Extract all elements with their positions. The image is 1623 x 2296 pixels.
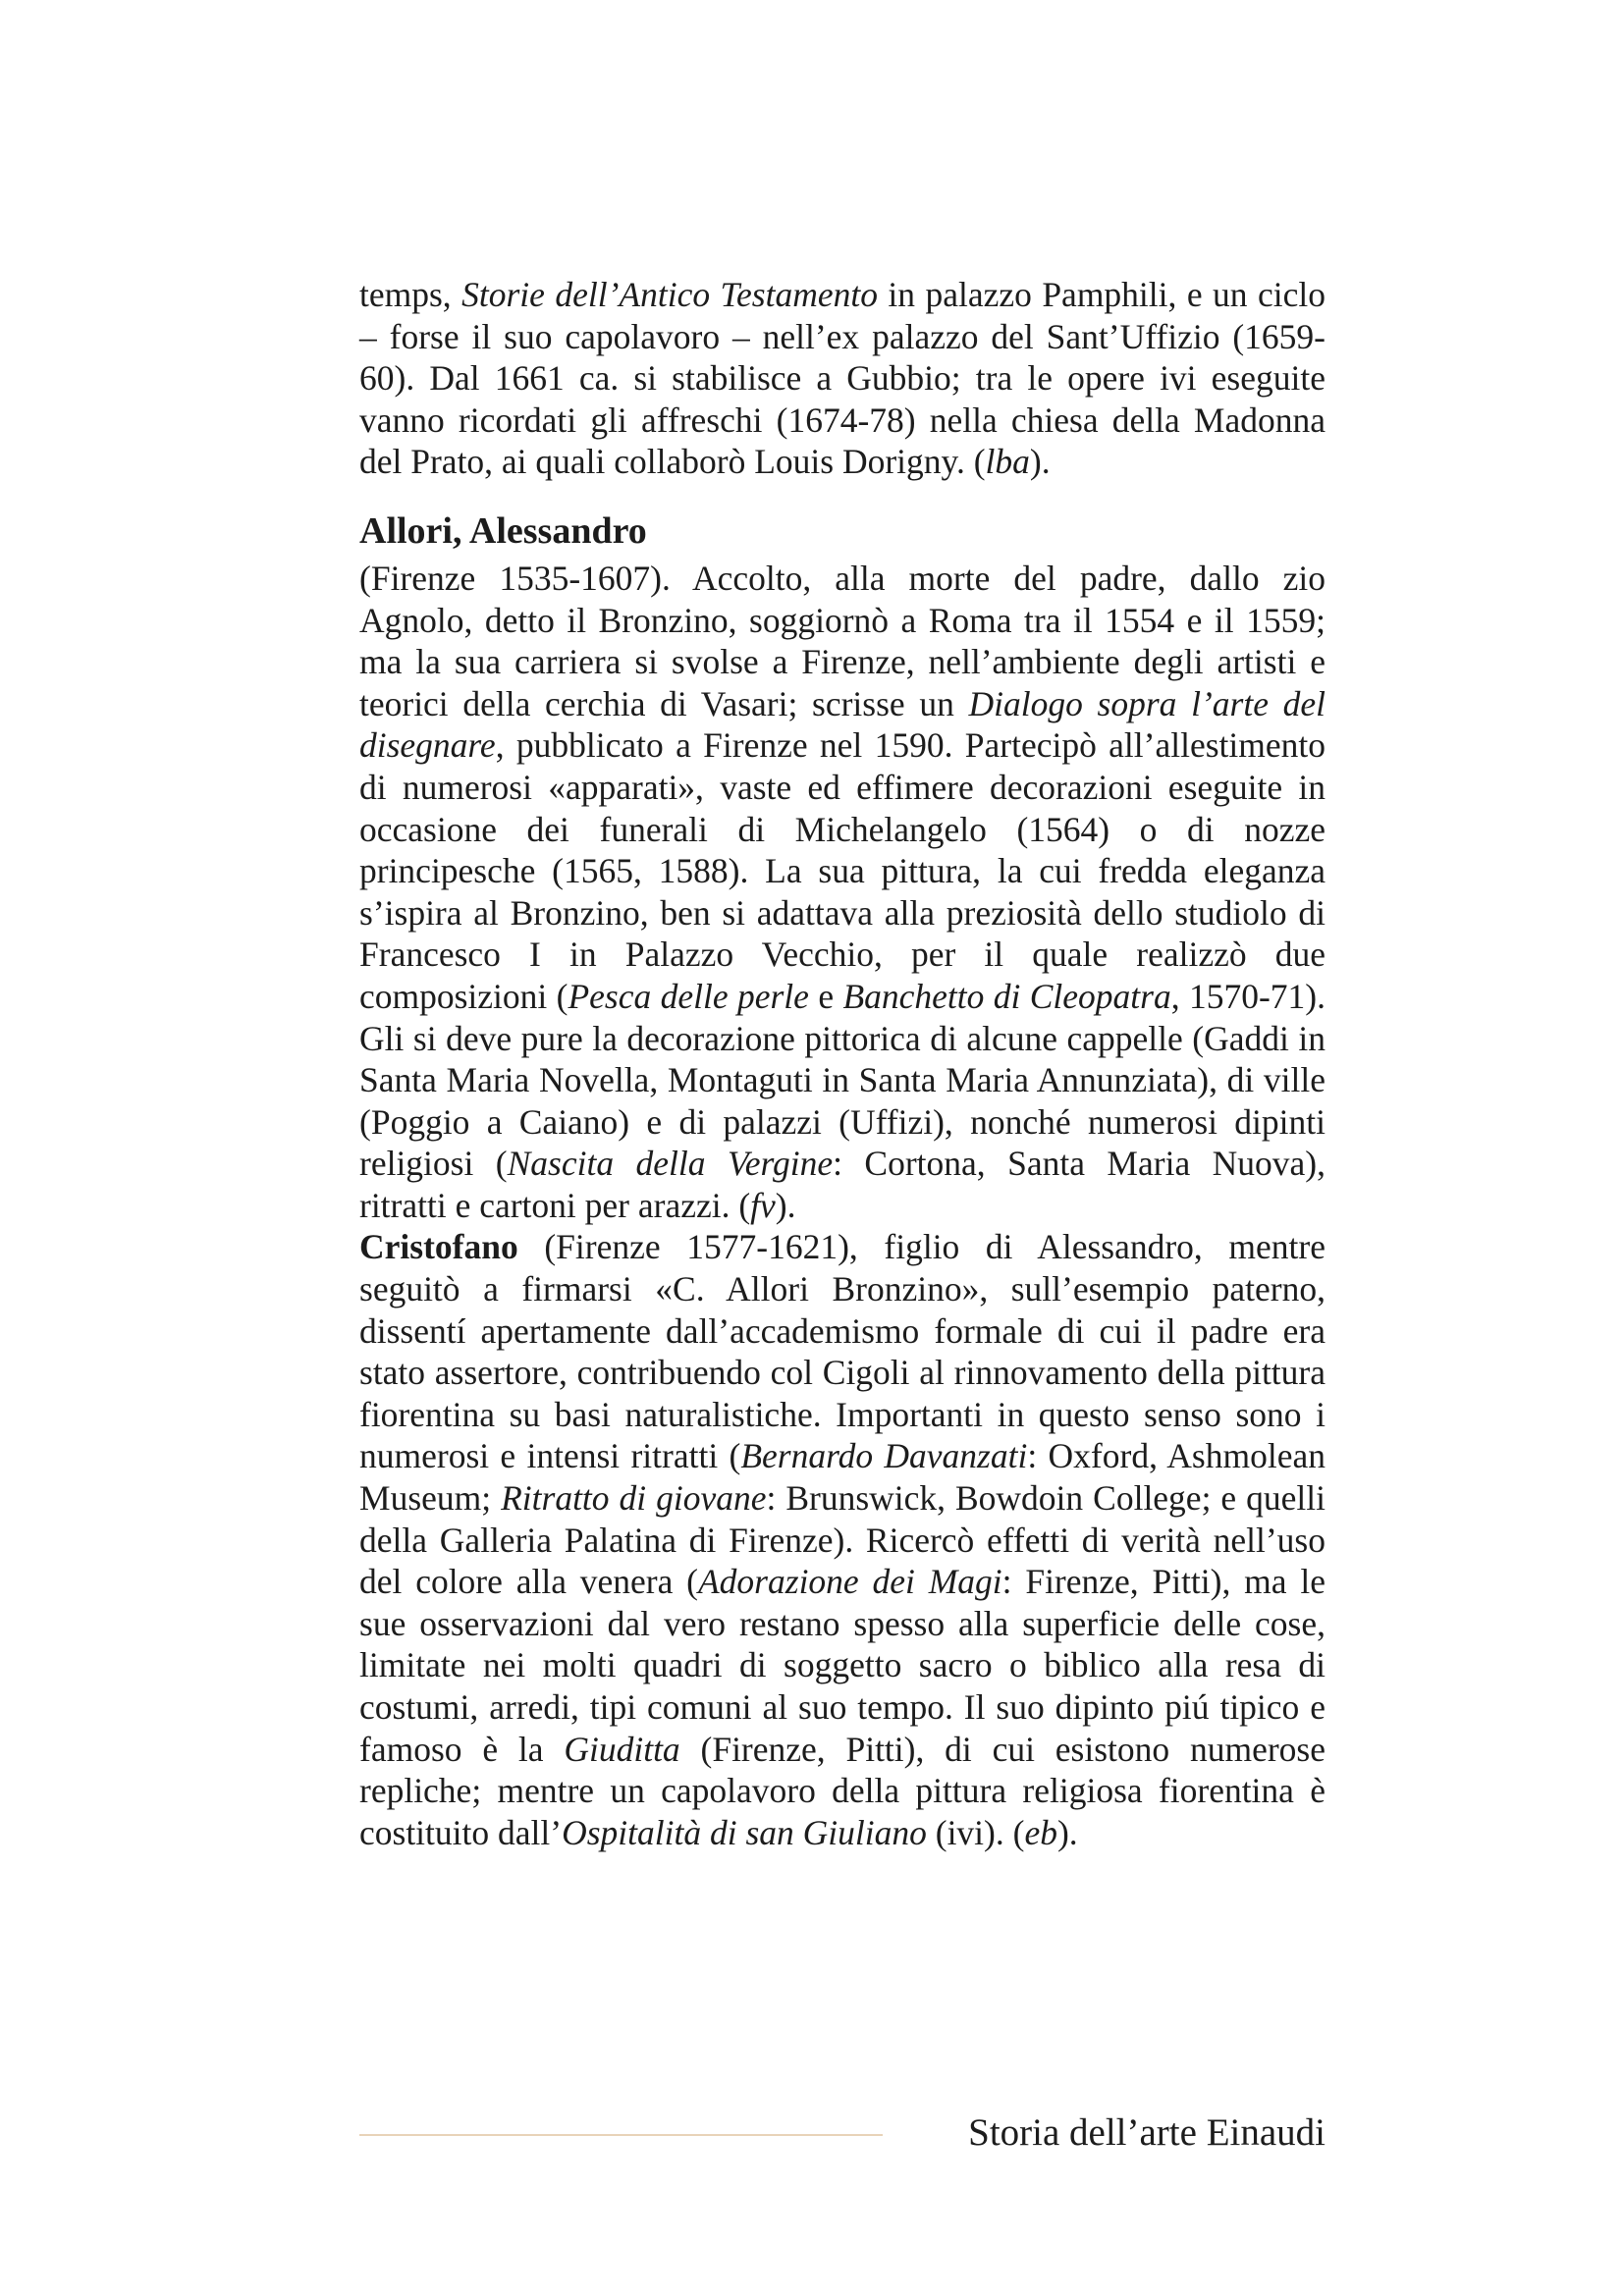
work-title: Adorazione dei Magi: [698, 1562, 1002, 1602]
text-run: : Brunswick, Bowdoin College; e quelli della Galleria Palatina di Firenze). Ricercò effetti di verità nell’uso del colore alla venera (: [359, 1478, 1325, 1602]
footer-title: Storia dell’arte Einaudi: [968, 2111, 1325, 2154]
text-run: e: [808, 976, 843, 1016]
sub-entry-paragraph: [359, 1226, 1325, 1853]
text-run: (ivi). (: [926, 1812, 1025, 1852]
text-run: , 1570-71). Gli si deve pure la decorazione pittorica di alcune cappelle (Gaddi in Santa Maria Novella, Montaguti in Santa Maria Annunziata), di ville (Poggio a Caiano) e di palazzi (Uffizi), nonché numerosi dipinti religiosi (: [359, 976, 1325, 1184]
author-initials: fv: [750, 1185, 776, 1225]
page-footer: [359, 2109, 1325, 2158]
text-run: ).: [775, 1185, 796, 1225]
work-title: Storie dell’Antico Testamento: [461, 275, 878, 314]
work-title: Ritratto di giovane: [501, 1478, 767, 1519]
sub-entry-name: Cristofano: [359, 1227, 518, 1267]
author-initials: lba: [985, 442, 1030, 482]
text-run: : Firenze, Pitti), ma le sue osservazioni dal vero restano spesso alla superficie delle cose, limitate nei molti quadri di soggetto sacro o biblico alla resa di costumi, arredi, tipi comuni al suo tempo. Il suo dipinto piú tipico e famoso è la: [359, 1562, 1325, 1769]
author-initials: eb: [1024, 1812, 1057, 1852]
text-run: , pubblicato a Firenze nel 1590. Partecipò all’allestimento di numerosi «apparati», vaste ed effimere decorazioni eseguite in occasione dei funerali di Michelangelo (1564) o di nozze principesche (1565, 1588). La sua pittura, la cui fredda eleganza s’ispira al Bronzino, ben si adattava alla preziosità dello studiolo di Francesco I in Palazzo Vecchio, per il quale realizzò due composizioni (: [359, 725, 1325, 1016]
text-run: in palazzo Pamphili, e un ciclo – forse il suo capolavoro – nell’ex palazzo del Sant’Uffizio (1659-60). Dal 1661 ca. si stabilisce a Gubbio; tra le opere ivi eseguite vanno ricordati gli affreschi (1674-78) nella chiesa della Madonna del Prato, ai quali collaborò Louis Dorigny. (: [359, 275, 1325, 482]
continuation-paragraph: [359, 274, 1325, 483]
work-title: Banchetto di Cleopatra: [842, 976, 1171, 1016]
text-run: temps,: [359, 275, 462, 314]
text-run: : Cortona, Santa Maria Nuova), ritratti e cartoni per arazzi. (: [359, 1144, 1325, 1225]
work-title: Dialogo sopra l’arte del disegnare: [359, 683, 1325, 766]
footer-rule: [359, 2134, 883, 2136]
page-body: [359, 274, 1325, 1853]
work-title: Bernardo Davanzati: [740, 1436, 1028, 1476]
text-run: ).: [1056, 1812, 1078, 1852]
work-title: Giuditta: [564, 1729, 680, 1769]
work-title: Nascita della Vergine: [507, 1144, 834, 1184]
entry-heading: Allori, Alessandro: [359, 509, 647, 552]
text-run: ).: [1029, 442, 1051, 482]
work-title: Ospitalità di san Giuliano: [562, 1812, 927, 1852]
text-run: : Oxford, Ashmolean Museum;: [359, 1436, 1325, 1519]
text-run: (Firenze, Pitti), di cui esistono numerose repliche; mentre un capolavoro della pittura religiosa fiorentina è costituito dall’: [359, 1729, 1325, 1852]
work-title: Pesca delle perle: [568, 976, 809, 1016]
text-run: (Firenze 1535-1607). Accolto, alla morte del padre, dallo zio Agnolo, detto il Bronzino, soggiornò a Roma tra il 1554 e il 1559; ma la sua carriera si svolse a Firenze, nell’ambiente degli artisti e teorici della cerchia di Vasari; scrisse un: [359, 558, 1325, 723]
text-run: (Firenze 1577-1621), figlio di Alessandro, mentre seguitò a firmarsi «C. Allori Bronzino», sull’esempio paterno, dissentí apertamente dall’accademismo formale di cui il padre era stato assertore, contribuendo col Cigoli al rinnovamento della pittura fiorentina su basi naturalistiche. Importanti in questo senso sono i numerosi e intensi ritratti (: [359, 1227, 1325, 1476]
entry-paragraph: [359, 558, 1325, 1227]
